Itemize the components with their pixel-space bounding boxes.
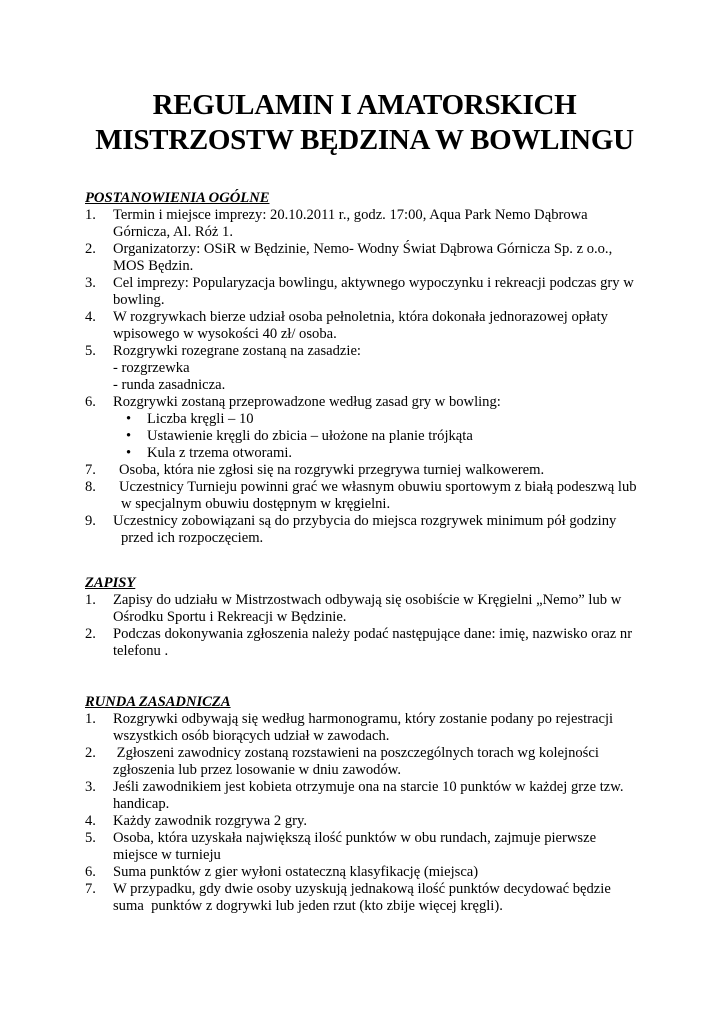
section-heading: RUNDA ZASADNICZA	[85, 694, 231, 710]
section-zapisy	[85, 575, 644, 660]
item-line: Uczestnicy Turnieju powinni grać we własnym obuwiu sportowym z białą podeszwą lub	[119, 479, 637, 495]
list-item	[85, 309, 644, 343]
item-line: wpisowego w wysokości 40 zł/ osoba.	[113, 326, 337, 342]
section-postanowienia	[85, 190, 644, 547]
list-item	[85, 864, 644, 881]
item-number: 4.	[85, 813, 96, 829]
list-item	[85, 343, 644, 394]
item-line: Każdy zawodnik rozgrywa 2 gry.	[113, 813, 307, 829]
item-number: 5.	[85, 343, 96, 359]
item-number: 8.	[85, 479, 96, 495]
bullet-icon: •	[126, 445, 132, 461]
list-item	[85, 241, 644, 275]
bullet-icon: •	[126, 411, 132, 427]
item-line: MOS Będzin.	[113, 258, 194, 274]
bullet-item	[120, 411, 644, 428]
item-number: 2.	[85, 626, 96, 642]
item-line: Suma punktów z gier wyłoni ostateczną klasyfikację (miejsca)	[113, 864, 479, 880]
document-title	[85, 88, 644, 158]
item-line: Ośrodku Sportu i Rekreacji w Będzinie.	[113, 609, 347, 625]
item-line: Cel imprezy: Popularyzacja bowlingu, aktywnego wypoczynku i rekreacji podczas gry w	[113, 275, 634, 291]
runda-list	[85, 711, 644, 915]
item-number: 1.	[85, 207, 96, 223]
list-item	[85, 813, 644, 830]
list-item	[85, 626, 644, 660]
bullet-text: Ustawienie kręgli do zbicia – ułożone na planie trójkąta	[147, 428, 473, 444]
list-item	[85, 513, 644, 547]
section-heading: POSTANOWIENIA OGÓLNE	[85, 190, 270, 206]
item-line: Zapisy do udziału w Mistrzostwach odbywają się osobiście w Kręgielni „Nemo” lub w	[113, 592, 622, 608]
list-item	[85, 745, 644, 779]
title-line: REGULAMIN I AMATORSKICH	[152, 89, 577, 121]
bullet-list	[113, 411, 644, 462]
item-line: Zgłoszeni zawodnicy zostaną rozstawieni na poszczególnych torach wg kolejności	[113, 745, 599, 761]
item-number: 6.	[85, 394, 96, 410]
list-item	[85, 394, 644, 462]
item-line: Jeśli zawodnikiem jest kobieta otrzymuje ona na starcie 10 punktów w każdej grze tzw.	[113, 779, 624, 795]
item-number: 2.	[85, 241, 96, 257]
item-line: bowling.	[113, 292, 165, 308]
item-number: 1.	[85, 592, 96, 608]
item-number: 6.	[85, 864, 96, 880]
list-item	[85, 207, 644, 241]
item-line: w specjalnym obuwiu dostępnym w kręgielni.	[121, 496, 391, 512]
item-line: Organizatorzy: OSiR w Będzinie, Nemo- Wodny Świat Dąbrowa Górnicza Sp. z o.o.,	[113, 241, 613, 257]
item-line: wszystkich osób biorących udział w zawodach.	[113, 728, 390, 744]
item-line: zgłoszenia lub przez losowanie w dniu zawodów.	[113, 762, 401, 778]
item-number: 2.	[85, 745, 96, 761]
item-line: Osoba, która uzyskała największą ilość punktów w obu rundach, zajmuje pierwsze	[113, 830, 597, 846]
list-item	[85, 462, 644, 479]
item-line: Podczas dokonywania zgłoszenia należy podać następujące dane: imię, nazwisko oraz nr	[113, 626, 633, 642]
list-item	[85, 881, 644, 915]
section-runda-zasadnicza	[85, 694, 644, 915]
item-line: miejsce w turnieju	[113, 847, 221, 863]
list-item	[85, 592, 644, 626]
item-line: Górnicza, Al. Róż 1.	[113, 224, 233, 240]
list-item	[85, 275, 644, 309]
item-line: W rozgrywkach bierze udział osoba pełnoletnia, która dokonała jednorazowej opłaty	[113, 309, 608, 325]
item-line: Osoba, która nie zgłosi się na rozgrywki przegrywa turniej walkowerem.	[119, 462, 545, 478]
item-line: - runda zasadnicza.	[113, 377, 226, 393]
postanowienia-list	[85, 207, 644, 547]
item-line: Rozgrywki rozegrane zostaną na zasadzie:	[113, 343, 361, 359]
item-number: 7.	[85, 462, 96, 478]
item-line: handicap.	[113, 796, 170, 812]
title-line: MISTRZOSTW BĘDZINA W BOWLINGU	[95, 124, 634, 156]
item-line: Rozgrywki zostaną przeprowadzone według zasad gry w bowling:	[113, 394, 501, 410]
item-line: - rozgrzewka	[113, 360, 190, 376]
item-line: Termin i miejsce imprezy: 20.10.2011 r., godz. 17:00, Aqua Park Nemo Dąbrowa	[113, 207, 588, 223]
item-number: 4.	[85, 309, 96, 325]
list-item	[85, 711, 644, 745]
bullet-text: Liczba kręgli – 10	[147, 411, 254, 427]
item-line: telefonu .	[113, 643, 169, 659]
item-line: przed ich rozpoczęciem.	[121, 530, 264, 546]
list-item	[85, 479, 644, 513]
bullet-icon: •	[126, 428, 132, 444]
section-heading: ZAPISY	[85, 575, 136, 591]
bullet-item	[120, 445, 644, 462]
item-line: Uczestnicy zobowiązani są do przybycia do miejsca rozgrywek minimum pół godziny	[113, 513, 617, 529]
item-number: 3.	[85, 275, 96, 291]
list-item	[85, 779, 644, 813]
item-number: 9.	[85, 513, 96, 529]
item-line: W przypadku, gdy dwie osoby uzyskują jednakową ilość punktów decydować będzie	[113, 881, 611, 897]
list-item	[85, 830, 644, 864]
item-line: suma punktów z dogrywki lub jeden rzut (kto zbije więcej kręgli).	[113, 898, 503, 914]
zapisy-list	[85, 592, 644, 660]
item-line: Rozgrywki odbywają się według harmonogramu, który zostanie podany po rejestracji	[113, 711, 614, 727]
item-number: 3.	[85, 779, 96, 795]
bullet-item	[120, 428, 644, 445]
bullet-text: Kula z trzema otworami.	[147, 445, 293, 461]
item-number: 7.	[85, 881, 96, 897]
item-number: 5.	[85, 830, 96, 846]
item-number: 1.	[85, 711, 96, 727]
